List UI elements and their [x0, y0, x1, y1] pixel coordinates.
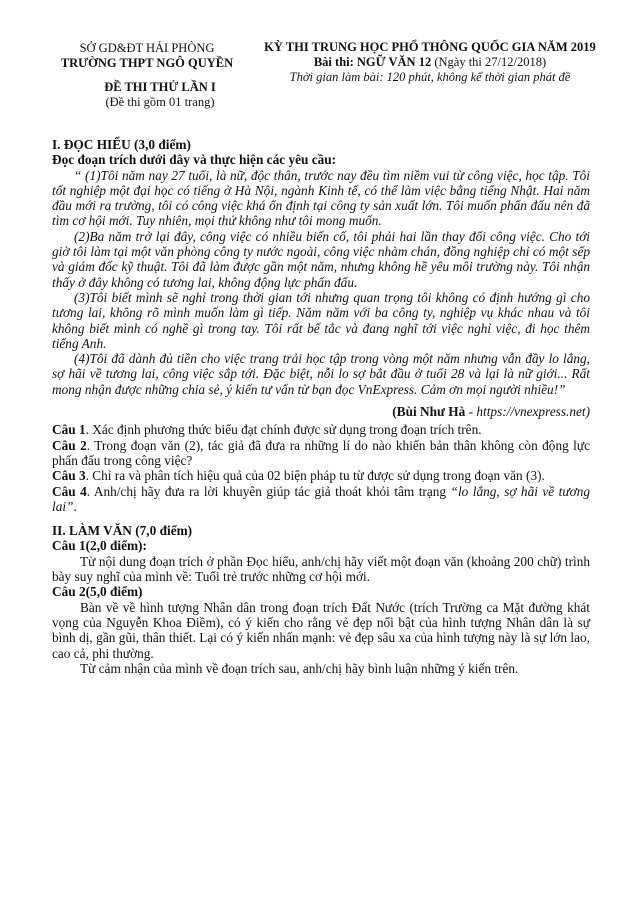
passage-paragraph: (4)Tôi đã dành đủ tiền cho việc trang trải học tập trong vòng một năm nhưng vẫn đầy lo lắng, sợ hãi về tương lai, công việc sắp tới. Đặc biệt, nỗi lo sợ bắt đầu ở tuổi 28 và lại là nữ giới... Rất mong nhận được những chia sẻ, ý kiến tư vấn từ bạn đọc VnExpress. Cảm ơn mọi người nhiều!”	[52, 351, 590, 397]
passage-source	[52, 404, 590, 419]
part2-q1-text: Từ nội dung đoạn trích ở phần Đọc hiểu, anh/chị hãy viết một đoạn văn (khoảng 200 chữ) trình bày suy nghĩ của mình về: Tuổi trẻ trước những cơ hội mới.	[52, 553, 590, 585]
source-url: - https://vnexpress.net)	[465, 404, 590, 420]
part2-q2-text: Bàn về về hình tượng Nhân dân trong đoạn trích Đất Nước (trích Trường ca Mặt đường khát vọng của Nguyễn Khoa Điềm), có ý kiến cho rằng vẻ đẹp nổi bật của hình tượng Nhân dân là sự bình dị, gần gũi, thân thiết. Lại có ý kiến nhấn mạnh: vẻ đẹp sâu xa của hình tượng này là sự lớn lao, cao cả, phi thường.	[52, 599, 590, 661]
issuer-block	[42, 41, 252, 71]
department-name: SỞ GD&ĐT HẢI PHÒNG	[79, 41, 215, 55]
part2-q2-heading: Câu 2(5,0 điểm)	[52, 584, 143, 600]
question-4: Câu 4. Anh/chị hãy đưa ra lời khuyên giúp tác giả thoát khỏi tâm trạng “lo lắng, sợ hãi về tương lai”.	[52, 483, 591, 514]
part2-heading: II. LÀM VĂN (7,0 điểm)	[52, 523, 193, 539]
exam-date: (Ngày thi 27/12/2018)	[434, 55, 547, 69]
part1-instruction: Đọc đoạn trích dưới đây và thực hiện các yêu cầu:	[52, 152, 337, 168]
school-name: TRƯỜNG THPT NGÔ QUYỀN	[60, 56, 234, 70]
exam-info-block	[250, 40, 610, 85]
part2-q1-heading: Câu 1(2,0 điểm):	[52, 538, 147, 554]
exam-title: KỲ THI TRUNG HỌC PHỔ THÔNG QUỐC GIA NĂM 2019	[264, 40, 596, 54]
subject-line	[250, 55, 610, 70]
passage-paragraph: (2)Ba năm trở lại đây, công việc có nhiều biến cố, tôi phải hai lần thay đổi công việc. Cho tới giờ tôi làm tại một văn phòng công ty nước ngoài, công việc nhàm chán, đồng nghiệp chỉ có một sếp và giám đốc kỹ thuật. Tôi đã làm được gần một năm, nhưng không hề yêu môi trường này. Tôi nhận thấy ở đây không có tương lai, không động lực phấn đấu.	[52, 228, 590, 290]
test-name: ĐỀ THI THỬ LẦN I	[104, 80, 216, 94]
subject-label: Bài thi:	[313, 55, 354, 69]
question-1: Câu 1. Xác định phương thức biểu đạt chính được sử dụng trong đoạn trích trên.	[52, 422, 482, 438]
question-2: Câu 2. Trong đoạn văn (2), tác giả đã đưa ra những lí do nào khiến bản thân không còn động lực phấn đấu trong công việc?	[52, 437, 590, 468]
exam-content	[52, 137, 590, 676]
passage-paragraph: “ (1)Tôi năm nay 27 tuổi, là nữ, độc thân, trước nay đều tìm niềm vui từ công việc, học tập. Tôi tốt nghiệp một đại học có tiếng ở Hà Nội, ngành Kinh tế, có thể làm việc bằng tiếng Nhật. Hai năm đầu mới ra trường, tôi có công việc khá ổn định tại công ty sản xuất lớn. Tôi muốn phấn đấu nên đã tìm cơ hội mới. Tuy nhiên, mọi thứ không như tôi mong muốn.	[52, 167, 590, 229]
passage-paragraph: (3)Tôi biết mình sẽ nghỉ trong thời gian tới nhưng quan trọng tôi không có định hướng gì cho tương lai, không rõ mình muốn làm gì tiếp. Năm năm với ba công ty, nghiệp vụ khác nhau và tôi không biết mình có nghề gì trong tay. Tôi rất bế tắc và đang nghĩ tới việc nghỉ việc, đi học thêm tiếng Anh.	[52, 289, 590, 351]
page-count: (Đề thi gồm 01 trang)	[105, 95, 215, 109]
part2-q2-prompt: Từ cảm nhận của mình về đoạn trích sau, anh/chị hãy bình luận những ý kiến trên.	[80, 660, 519, 676]
time-note: Thời gian làm bài: 120 phút, không kể thời gian phát đề	[289, 70, 571, 84]
part1-heading: I. ĐỌC HIỂU (3,0 điểm)	[52, 137, 191, 152]
subject-name: NGỮ VĂN 12	[356, 55, 432, 69]
test-title-block	[55, 80, 265, 110]
question-3: Câu 3. Chỉ ra và phân tích hiệu quả của 02 biện pháp tu từ được sử dụng trong đoạn văn (3).	[52, 468, 545, 484]
source-author: (Bùi Như Hà	[392, 404, 466, 420]
